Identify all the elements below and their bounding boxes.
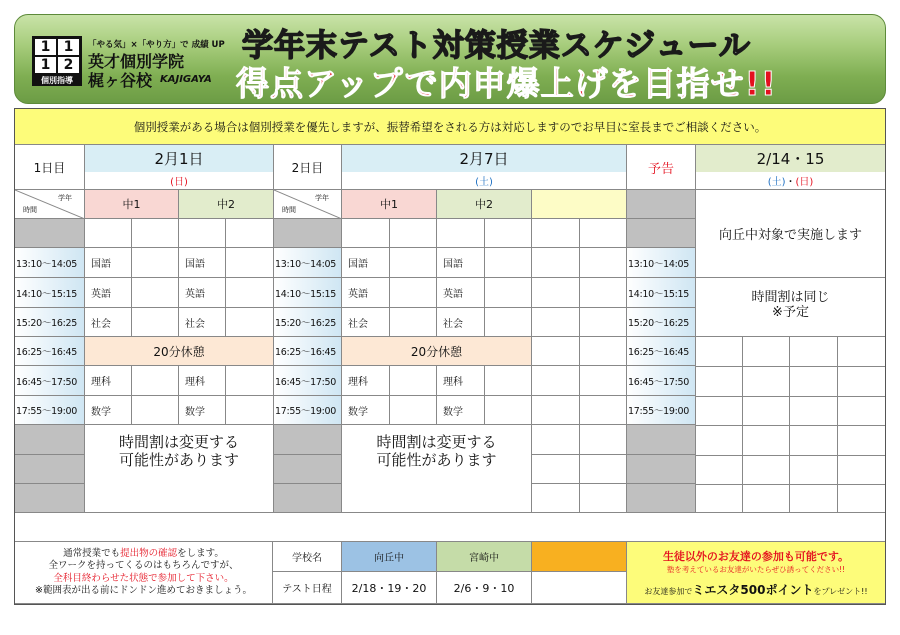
- time-cell: 16:45～17:50: [627, 366, 696, 396]
- subject-cell: 理科: [437, 366, 485, 396]
- school3-name: [532, 542, 627, 572]
- subject-cell: 英語: [179, 278, 226, 308]
- day1-date: 2月1日: [85, 145, 274, 172]
- footer-line: ※範囲表が出る前にドンドン進めておきましょう。: [35, 585, 252, 596]
- time-cell: 16:25～16:45: [627, 337, 696, 366]
- blank-cell: [627, 425, 696, 455]
- corner-time: 時間: [23, 206, 37, 214]
- blank-cell: [274, 484, 342, 513]
- school-name: 英才個別学院: [88, 52, 185, 71]
- blank-cell: [85, 219, 132, 248]
- time-cell: 13:10～14:05: [274, 248, 342, 278]
- time-cell: 17:55～19:00: [627, 396, 696, 425]
- logo-icon: [32, 36, 82, 86]
- subject-cell: 社会: [179, 308, 226, 337]
- blank-cell: [390, 366, 437, 396]
- blank-cell: [226, 396, 274, 425]
- subject-cell: 数学: [342, 396, 390, 425]
- day2-date: 2月7日: [342, 145, 627, 172]
- break-cell: 20分休憩: [85, 337, 274, 366]
- time-cell: 15:20～16:25: [274, 308, 342, 337]
- school-branch: 梶ヶ谷校: [88, 71, 153, 90]
- school1-dates: 2/18・19・20: [342, 572, 437, 604]
- blank-cell: [179, 219, 226, 248]
- blank-cell: [580, 337, 627, 366]
- logo-label: 個別指導: [34, 74, 80, 86]
- corner-grade: 学年: [315, 194, 329, 202]
- note-line: ※予定: [772, 305, 809, 320]
- logo-digit: 2: [57, 56, 80, 74]
- note-line: 時間割は同じ: [751, 290, 830, 305]
- day2-change-note: [342, 425, 532, 513]
- blank-cell: [532, 366, 580, 396]
- time-cell: 17:55～19:00: [274, 396, 342, 425]
- blank-cell: [274, 455, 342, 484]
- blank-cell: [532, 425, 580, 455]
- blank-cell: [485, 278, 532, 308]
- time-cell: 13:10～14:05: [627, 248, 696, 278]
- school-roman: KAJIGAYA: [160, 74, 212, 85]
- subject-cell: 社会: [437, 308, 485, 337]
- text: お友達参加で: [644, 586, 693, 596]
- day2-grade2: 中2: [437, 190, 532, 219]
- note-line: 可能性があります: [118, 451, 239, 469]
- blank-cell: [274, 219, 342, 248]
- subject-cell: 数学: [179, 396, 226, 425]
- subject-cell: 英語: [342, 278, 390, 308]
- time-cell: 14:10～15:15: [15, 278, 85, 308]
- time-cell: 16:25～16:45: [274, 337, 342, 366]
- note-line: 時間割は変更する: [118, 433, 239, 451]
- blank-cell: [132, 248, 179, 278]
- blank-cell: [580, 366, 627, 396]
- blank-cell: [580, 455, 627, 484]
- day3-target-note: 向丘中対象で実施します: [696, 190, 885, 278]
- blank-cell: [342, 219, 390, 248]
- time-cell: 14:10～15:15: [274, 278, 342, 308]
- blank-cell: [226, 219, 274, 248]
- time-cell: 16:45～17:50: [274, 366, 342, 396]
- text: をプレゼント!!: [813, 586, 868, 596]
- blank-cell: [390, 219, 437, 248]
- subject-cell: 国語: [85, 248, 132, 278]
- blank-cell: [627, 219, 696, 248]
- blank-cell: [15, 455, 85, 484]
- note-line: 可能性があります: [376, 451, 497, 469]
- blank-cell: [580, 278, 627, 308]
- day1-change-note: [85, 425, 274, 513]
- blank-cell: [532, 396, 580, 425]
- blank-cell: [532, 455, 580, 484]
- blank-cell: [485, 248, 532, 278]
- page-title: 学年末テスト対策授業スケジュール: [242, 28, 751, 64]
- promo-line: [644, 581, 867, 598]
- day2-grade3: [532, 190, 627, 219]
- divider: [696, 455, 885, 456]
- blank-cell: [532, 278, 580, 308]
- blank-cell: [580, 248, 627, 278]
- footer-promo: [627, 542, 885, 604]
- notice-bar: 個別授業がある場合は個別授業を優先しますが、振替希望をされる方は対応しますのでお早目に室長までご相談ください。: [15, 109, 885, 145]
- school3-dates: [532, 572, 627, 604]
- blank-cell: [15, 219, 85, 248]
- day1-grade1: 中1: [85, 190, 179, 219]
- time-cell: 16:25～16:45: [15, 337, 85, 366]
- blank-cell: [132, 308, 179, 337]
- footer-line: 全科目終わらせた状態で参加して下さい。: [53, 572, 234, 584]
- text: をします。: [177, 547, 224, 559]
- blank-cell: [226, 278, 274, 308]
- blank-cell: [580, 425, 627, 455]
- divider: [696, 366, 885, 367]
- tagline: 「やる気」×「やり方」で 成績 UP: [88, 40, 225, 50]
- blank-cell: [132, 278, 179, 308]
- footer-notes: [15, 542, 273, 604]
- promo-line: 生徒以外のお友達の参加も可能です。: [662, 549, 850, 563]
- day1-corner: [15, 190, 85, 219]
- blank-cell: [390, 248, 437, 278]
- footer-line: 全ワークを持ってくるのはもちろんですが、: [48, 560, 239, 571]
- day2-label: 2日目: [274, 145, 342, 190]
- blank-cell: [390, 396, 437, 425]
- text-highlight: 提出物の確認: [120, 547, 178, 559]
- blank-cell: [580, 219, 627, 248]
- blank-cell: [390, 308, 437, 337]
- break-cell: 20分休憩: [342, 337, 532, 366]
- logo-digit: 1: [34, 56, 57, 74]
- day2-weekday: (土): [342, 172, 627, 190]
- blank-cell: [580, 308, 627, 337]
- blank-cell: [580, 396, 627, 425]
- weekday-sun: (日): [795, 177, 814, 188]
- blank-cell: [485, 219, 532, 248]
- footer-line: [63, 548, 224, 561]
- blank-cell: [132, 219, 179, 248]
- weekday-sat: (土): [767, 177, 786, 188]
- promo-line: 塾を考えているお友達がいたらぜひ誘ってください!!: [666, 564, 846, 574]
- day1-weekday: (日): [85, 172, 274, 190]
- text: 通常授業でも: [63, 547, 121, 559]
- blank-cell: [485, 396, 532, 425]
- divider: [696, 425, 885, 426]
- day2-corner: [274, 190, 342, 219]
- note-line: 時間割は変更する: [376, 433, 497, 451]
- corner-time: 時間: [282, 206, 296, 214]
- blank-cell: [532, 219, 580, 248]
- blank-cell: [532, 484, 580, 513]
- blank-cell: [485, 366, 532, 396]
- subject-cell: 国語: [342, 248, 390, 278]
- school2-name: 宮崎中: [437, 542, 532, 572]
- blank-cell: [627, 455, 696, 484]
- footer-school-header: 学校名: [273, 542, 342, 572]
- blank-cell: [226, 366, 274, 396]
- blank-cell: [226, 248, 274, 278]
- school1-name: 向丘中: [342, 542, 437, 572]
- day1-label: 1日目: [15, 145, 85, 190]
- school2-dates: 2/6・9・10: [437, 572, 532, 604]
- subject-cell: 理科: [342, 366, 390, 396]
- blank-cell: [15, 425, 85, 455]
- blank-cell: [390, 278, 437, 308]
- blank-cell: [627, 484, 696, 513]
- subject-cell: 社会: [342, 308, 390, 337]
- day3-label: 予告: [627, 145, 696, 190]
- blank-cell: [15, 484, 85, 513]
- time-cell: 15:20～16:25: [627, 308, 696, 337]
- subject-cell: 理科: [179, 366, 226, 396]
- logo-digit: 1: [57, 38, 80, 56]
- day3-time-note: [696, 278, 885, 337]
- corner-grade: 学年: [58, 194, 72, 202]
- time-cell: 13:10～14:05: [15, 248, 85, 278]
- page-subtitle: 得点アップで内申爆上げを目指せ!!: [236, 64, 777, 103]
- time-cell: 15:20～16:25: [15, 308, 85, 337]
- blank-cell: [132, 366, 179, 396]
- time-cell: 14:10～15:15: [627, 278, 696, 308]
- blank-row: [15, 513, 885, 542]
- blank-cell: [132, 396, 179, 425]
- text-highlight: ミエスタ500ポイント: [692, 582, 814, 597]
- blank-cell: [627, 190, 696, 219]
- blank-cell: [532, 248, 580, 278]
- subject-cell: 社会: [85, 308, 132, 337]
- subject-cell: 国語: [437, 248, 485, 278]
- subject-cell: 国語: [179, 248, 226, 278]
- day3-date: 2/14・15: [696, 145, 885, 172]
- divider: [696, 396, 885, 397]
- blank-cell: [226, 308, 274, 337]
- day1-grade2: 中2: [179, 190, 274, 219]
- logo-digit: 1: [34, 38, 57, 56]
- subject-cell: 理科: [85, 366, 132, 396]
- divider: [696, 484, 885, 485]
- blank-cell: [437, 219, 485, 248]
- subject-cell: 英語: [437, 278, 485, 308]
- blank-cell: [485, 308, 532, 337]
- blank-cell: [580, 484, 627, 513]
- day2-grade1: 中1: [342, 190, 437, 219]
- subject-cell: 数学: [85, 396, 132, 425]
- subject-cell: 数学: [437, 396, 485, 425]
- time-cell: 17:55～19:00: [15, 396, 85, 425]
- blank-cell: [532, 337, 580, 366]
- time-cell: 16:45～17:50: [15, 366, 85, 396]
- weekday-dot: ・: [785, 177, 796, 188]
- subject-cell: 英語: [85, 278, 132, 308]
- blank-cell: [532, 308, 580, 337]
- blank-cell: [274, 425, 342, 455]
- day3-weekday: [696, 172, 885, 190]
- footer-date-header: テスト日程: [273, 572, 342, 604]
